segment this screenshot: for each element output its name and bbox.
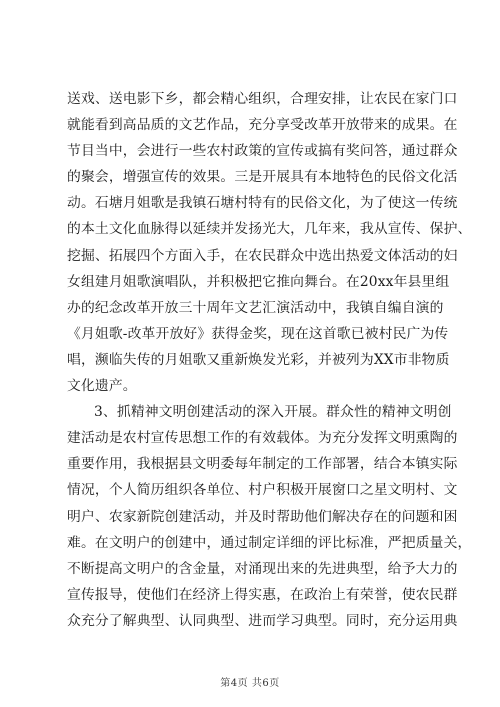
body-line: 节目当中，会进行一些农村政策的宣传或搞有奖问答，通过群众 [67, 143, 458, 160]
body-line: 不断提高文明户的含金量，对涌现出来的先进典型，给予大力的 [67, 560, 458, 577]
section-heading-line: 3、抓精神文明创建活动的深入开展。群众性的精神文明创 [94, 404, 452, 421]
body-line: 的本土文化血脉得以延续并发扬光大，几年来，我从宣传、保护、 [67, 221, 472, 238]
body-line: 动。石塘月姐歌是我镇石塘村特有的民俗文化，为了使这一传统 [67, 195, 458, 212]
body-line: 难。在文明户的创建中，通过制定详细的评比标准，严把质量关， [67, 534, 472, 551]
document-body [67, 86, 472, 634]
body-line: 建活动是农村宣传思想工作的有效载体。为充分发挥文明熏陶的 [67, 430, 458, 447]
body-line: 女组建月姐歌演唱队，并积极把它推向舞台。在20xx年县里组 [67, 273, 450, 290]
body-line: 重要作用，我根据县文明委每年制定的工作部署，结合本镇实际 [67, 456, 458, 473]
body-line: 办的纪念改革开放三十周年文艺汇演活动中，我镇自编自演的 [67, 299, 444, 316]
body-line: 唱，濒临失传的月姐歌又重新焕发光彩，并被列为XX市非物质 [67, 351, 450, 368]
body-line: 《月姐歌-改革开放好》获得金奖，现在这首歌已被村民广为传 [67, 325, 449, 342]
body-line: 情况，个人简历组织各单位、村户积极开展窗口之星文明村、文 [67, 482, 458, 499]
body-line: 的聚会，增强宣传的效果。三是开展具有本地特色的民俗文化活 [67, 169, 458, 186]
body-line: 文化遗产。 [67, 378, 137, 395]
body-line: 宣传报导，使他们在经济上得实惠，在政治上有荣誉，使农民群 [67, 586, 458, 603]
body-line: 挖掘、拓展四个方面入手，在农民群众中选出热爱文体活动的妇 [67, 247, 458, 264]
body-line: 明户、农家新院创建活动，并及时帮助他们解决存在的问题和困 [67, 508, 458, 525]
body-line: 送戏、送电影下乡，都会精心组织，合理安排，让农民在家门口 [67, 91, 458, 107]
body-line: 众充分了解典型、认同典型、进而学习典型。同时，充分运用典 [67, 612, 458, 629]
body-line: 就能看到高品质的文艺作品，充分享受改革开放带来的成果。在 [67, 117, 458, 134]
page-number-footer: 第4页 共6页 [220, 678, 280, 689]
